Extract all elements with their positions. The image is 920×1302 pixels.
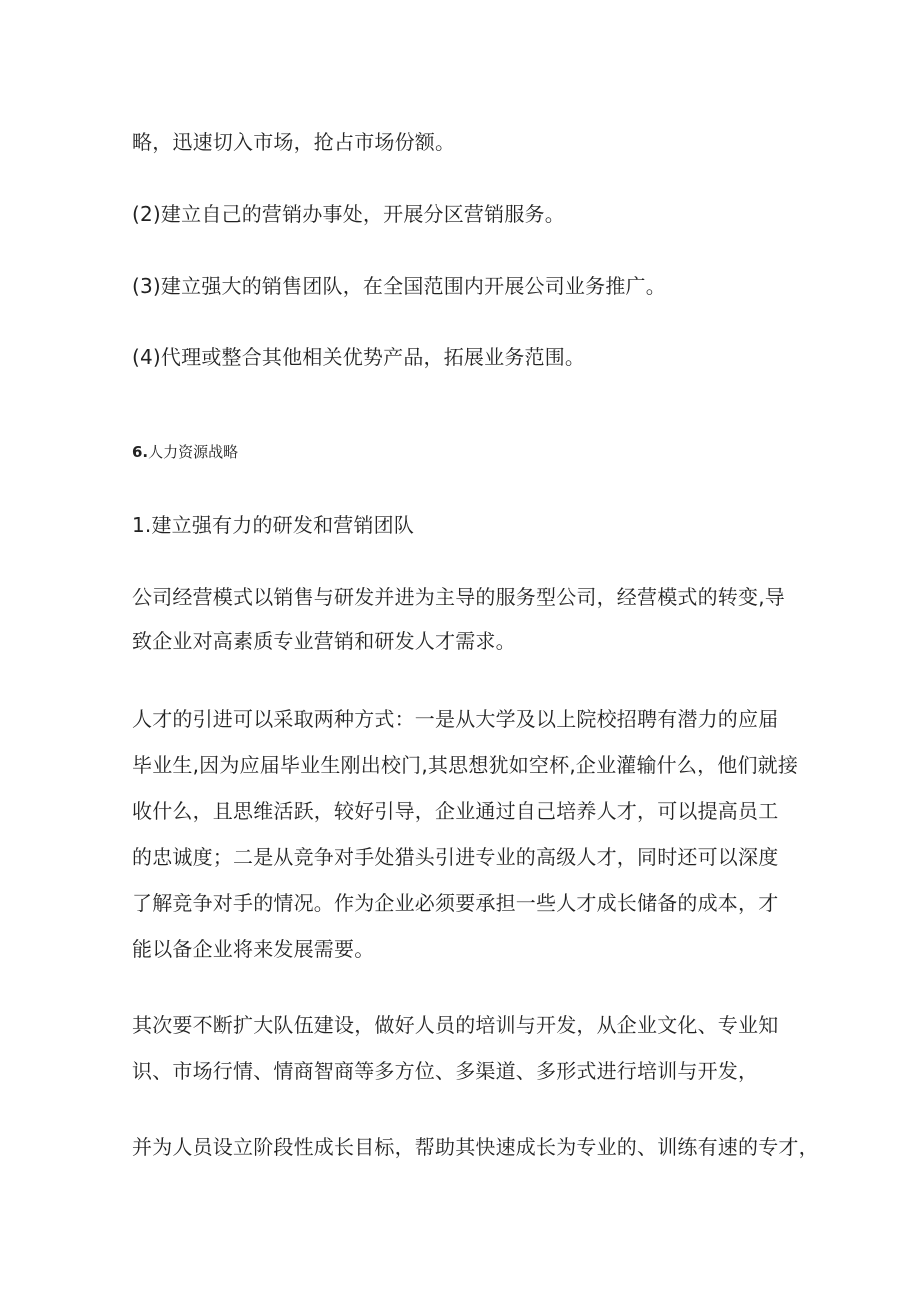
para2-line-3: 收什么，且思维活跃，较好引导，企业通过自己培养人才，可以提高员工 <box>132 799 779 823</box>
para2-line-5: 了解竞争对手的情况。作为企业必须要承担一些人才成长储备的成本，才 <box>132 891 779 915</box>
para4-line-1: 并为人员设立阶段性成长目标，帮助其快速成长为专业的、训练有速的专才， <box>132 1135 819 1159</box>
list-item-4: (4)代理或整合其他相关优势产品，拓展业务范围。 <box>132 345 586 369</box>
list-item-3: (3)建立强大的销售团队，在全国范围内开展公司业务推广。 <box>132 274 666 298</box>
para2-line-6: 能以备企业将来发展需要。 <box>132 937 375 961</box>
para3-line-1: 其次要不断扩大队伍建设，做好人员的培训与开发，从企业文化、专业知 <box>132 1013 779 1037</box>
section-heading-text: 人力资源战略 <box>148 443 239 461</box>
list-item-2: (2)建立自己的营销办事处，开展分区营销服务。 <box>132 202 565 226</box>
section-heading-number: 6. <box>132 443 149 461</box>
para2-line-1: 人才的引进可以采取两种方式：一是从大学及以上院校招聘有潜力的应届 <box>132 707 779 731</box>
section-heading <box>132 441 238 463</box>
para2-line-2: 毕业生,因为应届毕业生刚出校门,其思想犹如空杯,企业灌输什么，他们就接 <box>132 753 799 777</box>
paragraph-intro: 略，迅速切入市场，抢占市场份额。 <box>132 130 456 154</box>
subheading: 1.建立强有力的研发和营销团队 <box>132 513 415 537</box>
para3-line-2: 识、市场行情、情商智商等多方位、多渠道、多形式进行培训与开发， <box>132 1059 759 1083</box>
para2-line-4: 的忠诚度；二是从竞争对手处猎头引进专业的高级人才，同时还可以深度 <box>132 845 779 869</box>
para1-line-1: 公司经营模式以销售与研发并进为主导的服务型公司，经营模式的转变,导 <box>132 585 785 609</box>
para1-line-2: 致企业对高素质专业营销和研发人才需求。 <box>132 629 516 653</box>
